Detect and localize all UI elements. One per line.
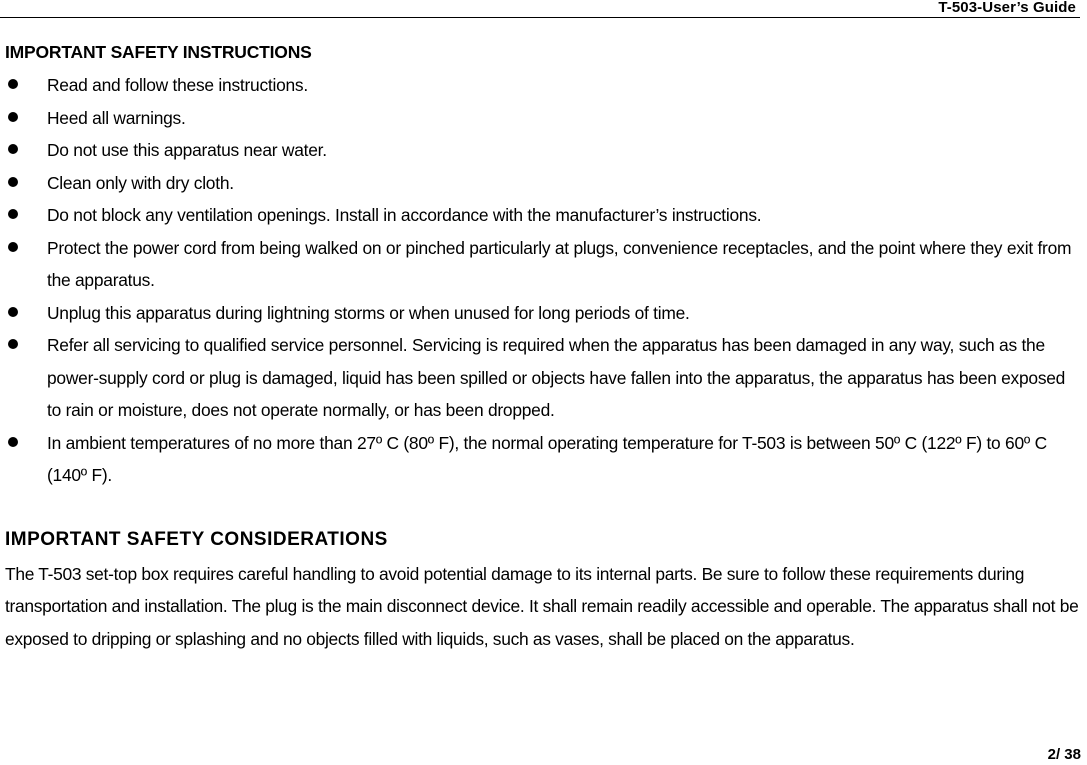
list-item [0,329,1087,427]
bullet-icon [8,209,18,219]
list-item [0,102,1087,135]
bullet-icon [8,177,18,187]
safety-considerations-heading: IMPORTANT SAFETY CONSIDERATIONS [5,529,388,550]
list-item-text: Protect the power cord from being walked on or pinched particularly at plugs, convenience receptacles, and the point where they exit from the apparatus. [47,237,1072,290]
page-header [0,0,1080,18]
list-item [0,427,1087,492]
list-item-text: Read and follow these instructions. [47,75,308,95]
list-item-text: Clean only with dry cloth. [47,172,234,193]
safety-instructions-list [0,69,1087,492]
list-item [0,69,1087,102]
list-item [0,134,1087,167]
list-item [0,199,1087,232]
list-item-text: Refer all servicing to qualified service personnel. Servicing is required when the apparatus has been damaged in any way, such as the power-supply cord or plug is damaged, liquid has been spilled or objects have fallen into the apparatus, the apparatus has been exposed to rain or moisture, does not operate normally, or has been dropped. [47,335,1066,420]
safety-instructions-heading: IMPORTANT SAFETY INSTRUCTIONS [5,42,312,62]
bullet-icon [8,242,18,252]
list-item-text: Heed all warnings. [47,107,186,128]
bullet-icon [8,307,18,317]
safety-considerations-paragraph: The T-503 set-top box requires careful handling to avoid potential damage to its internal parts. Be sure to follow these requirements during transportation and installation. The plug is the main disconnect device. It shall remain readily accessible and operable. The apparatus shall not be exposed to dripping or splashing and no objects filled with liquids, such as vases, shall be placed on the apparatus. [5,564,1079,649]
list-item-text: Do not use this apparatus near water. [47,140,327,160]
bullet-icon [8,112,18,122]
list-item-text: Unplug this apparatus during lightning storms or when unused for long periods of time. [47,302,690,323]
bullet-icon [8,79,18,89]
list-item [0,232,1087,297]
list-item-text: In ambient temperatures of no more than 27º C (80º F), the normal operating temperature for T-503 is between 50º C (122º F) to 60º C (140º F). [47,432,1047,485]
list-item [0,297,1087,330]
bullet-icon [8,437,18,447]
page-number: 2/ 38 [1047,746,1081,763]
document-title: T-503-User’s Guide [938,0,1076,16]
bullet-icon [8,144,18,154]
bullet-icon [8,339,18,349]
list-item [0,167,1087,200]
list-item-text: Do not block any ventilation openings. Install in accordance with the manufacturer’s instructions. [47,205,762,225]
